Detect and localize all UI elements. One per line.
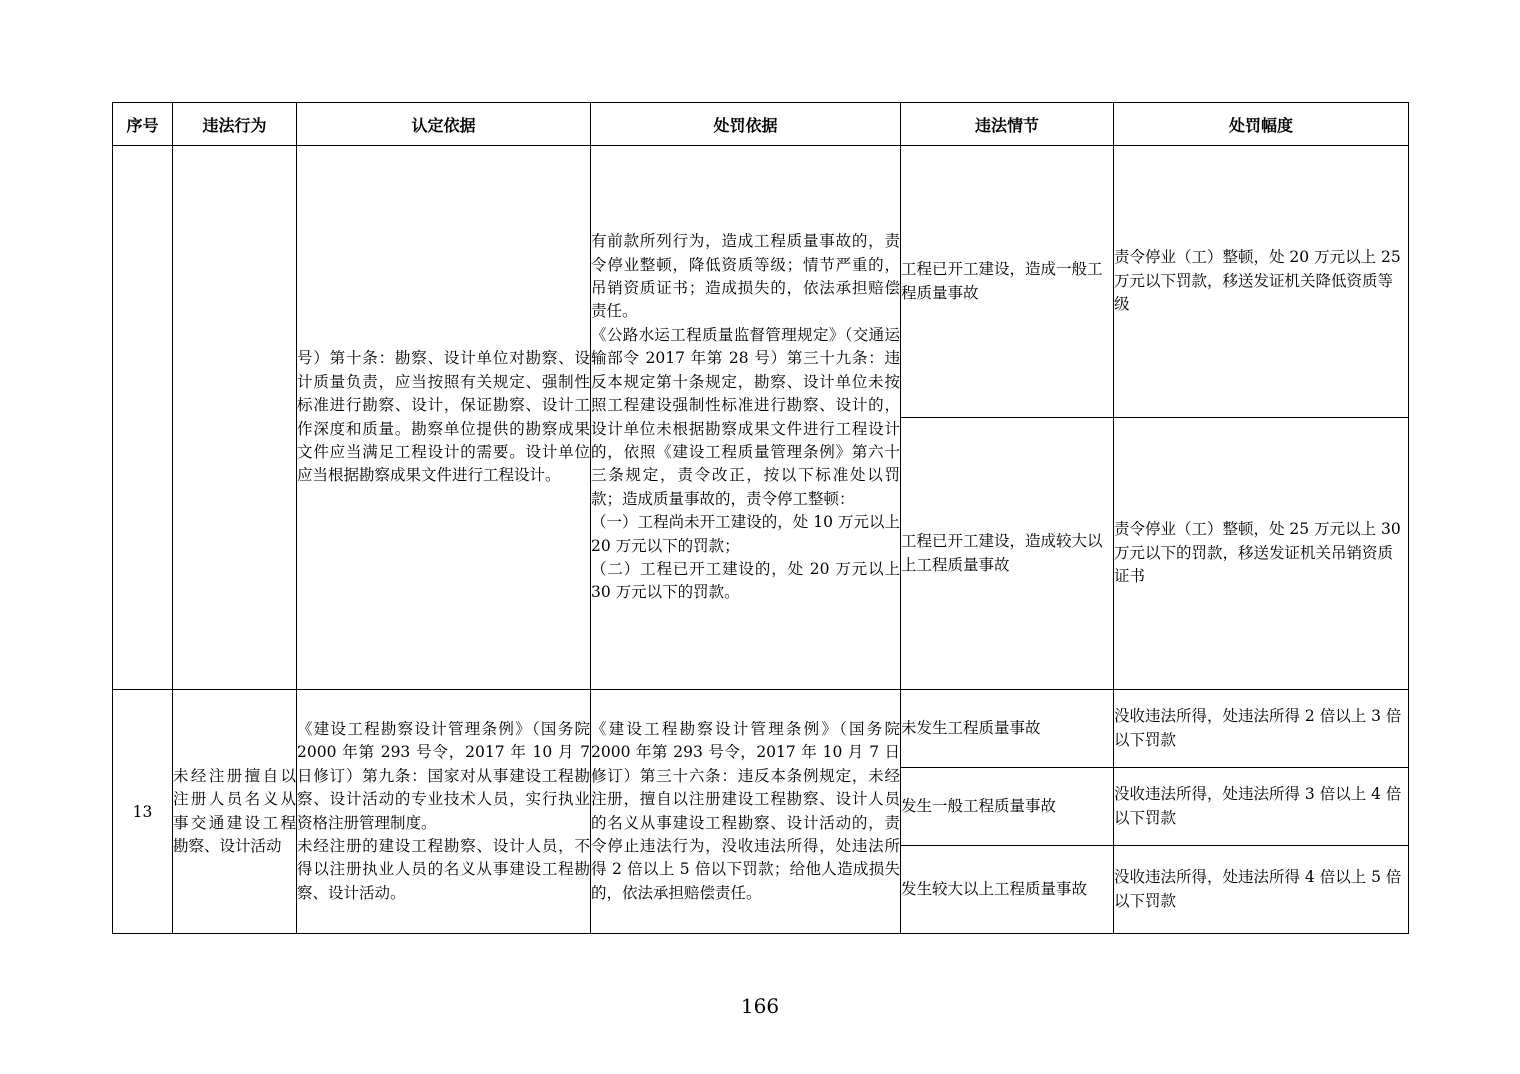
circumstance-cell: 未发生工程质量事故 [901,690,1114,768]
circumstance-cell: 工程已开工建设，造成一般工程质量事故 [901,146,1114,418]
penalty-table [112,102,1409,934]
basis-recognition-cell [297,146,591,690]
basis-penalty-paragraph: （一）工程尚未开工建设的，处 10 万元以上 20 万元以下的罚款； [591,513,900,555]
penalty-range-cell: 责令停业（工）整顿，处 25 万元以上 30 万元以下的罚款，移送发证机关吊销资质证书 [1114,418,1409,690]
basis-recognition-paragraph: 《建设工程勘察设计管理条例》（国务院 2000 年第 293 号令，2017 年 10 月 7 日修订）第九条：国家对从事建设工程勘察、设计活动的专业技术人员，实行执业资格注册管理制度。 [297,719,590,832]
basis-penalty-paragraph: （二）工程已开工建设的，处 20 万元以上 30 万元以下的罚款。 [591,559,900,602]
row-number-cell [113,146,173,690]
table-row [113,146,1409,418]
row-number-cell: 13 [113,690,173,934]
basis-recognition-cell [297,690,591,934]
header-row [113,103,1409,146]
page-number: 166 [740,994,780,1018]
basis-penalty-cell: 《建设工程勘察设计管理条例》（国务院 2000 年第 293 号令，2017 年 10 月 7 日修订）第三十六条：违反本条例规定，未经注册，擅自以注册建设工程勘察、设计人员的名义从事建设工程勘察、设计活动的，责令停止违法行为，没收违法所得，处违法所得 2 倍以上 5 倍以下罚款；给他人造成损失的，依法承担赔偿责任。 [591,690,901,934]
header-circumstance: 违法情节 [901,103,1114,146]
header-basis-penalty: 处罚依据 [591,103,901,146]
basis-penalty-paragraph: 有前款所列行为，造成工程质量事故的，责令停业整顿，降低资质等级；情节严重的，吊销资质证书；造成损失的，依法承担赔偿责任。 [591,232,900,321]
header-basis-recognition: 认定依据 [297,103,591,146]
violation-cell: 未经注册擅自以注册人员名义从事交通建设工程勘察、设计活动 [173,690,297,934]
penalty-range-cell: 没收违法所得，处违法所得 2 倍以上 3 倍以下罚款 [1114,690,1409,768]
header-number: 序号 [113,103,173,146]
header-violation: 违法行为 [173,103,297,146]
basis-recognition-paragraph: 未经注册的建设工程勘察、设计人员，不得以注册执业人员的名义从事建设工程勘察、设计活动。 [297,836,590,902]
violation-cell [173,146,297,690]
basis-penalty-cell [591,146,901,690]
circumstance-cell: 发生较大以上工程质量事故 [901,846,1114,934]
header-penalty-range: 处罚幅度 [1114,103,1409,146]
circumstance-cell: 发生一般工程质量事故 [901,768,1114,846]
circumstance-cell: 工程已开工建设，造成较大以上工程质量事故 [901,418,1114,690]
table-row [113,690,1409,768]
penalty-range-cell: 责令停业（工）整顿，处 20 万元以上 25 万元以下罚款，移送发证机关降低资质等级 [1114,146,1409,418]
penalty-range-cell: 没收违法所得，处违法所得 3 倍以上 4 倍以下罚款 [1114,768,1409,846]
basis-penalty-paragraph: 《公路水运工程质量监督管理规定》（交通运输部令 2017 年第 28 号）第三十九条：违反本规定第十条规定，勘察、设计单位未按照工程建设强制性标准进行勘察、设计的，设计单位未根据勘察成果文件进行工程设计的，依照《建设工程质量管理条例》第六十三条规定，责令改正，按以下标准处以罚款；造成质量事故的，责令停工整顿： [591,325,900,508]
basis-recognition-text: 号）第十条：勘察、设计单位对勘察、设计质量负责，应当按照有关规定、强制性标准进行勘察、设计，保证勘察、设计工作深度和质量。勘察单位提供的勘察成果文件应当满足工程设计的需要。设计单位应当根据勘察成果文件进行工程设计。 [297,349,590,485]
penalty-range-cell: 没收违法所得，处违法所得 4 倍以上 5 倍以下罚款 [1114,846,1409,934]
